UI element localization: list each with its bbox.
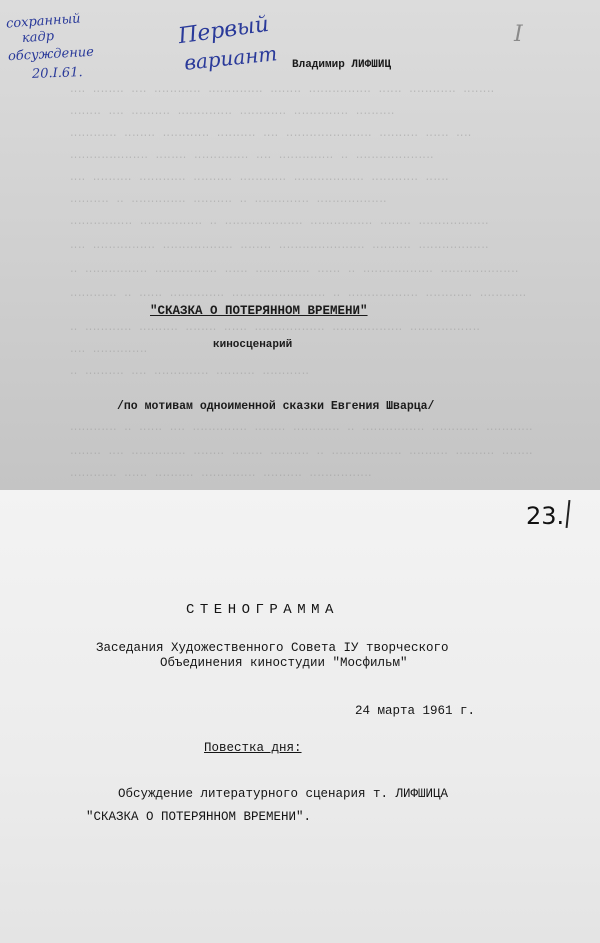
handwritten-note-line: обсуждение <box>7 44 95 65</box>
handwritten-note-date: 20.I.61. <box>31 65 83 82</box>
author-name: Владимир ЛИФШИЦ <box>292 59 392 71</box>
bleed-through-text: ‥‥‥‥‥ ‥ ‥‥‥‥‥‥‥ ‥‥‥‥‥ ‥ ‥‥‥‥‥‥‥ ‥‥‥‥‥‥‥‥‥ <box>70 194 388 206</box>
bleed-through-text: ‥‥ ‥‥‥‥ ‥‥ ‥‥‥‥‥‥ ‥‥‥‥‥‥‥ ‥‥‥‥ ‥‥‥‥‥‥‥‥ ‥‥‥ ‥‥‥‥‥‥ ‥‥‥‥ <box>70 84 495 96</box>
bleed-through-text: ‥ ‥‥‥‥‥‥‥‥ ‥‥‥‥‥‥‥‥ ‥‥‥ ‥‥‥‥‥‥‥ ‥‥‥ ‥ ‥‥‥‥‥‥‥‥‥ ‥‥‥‥‥‥‥‥‥‥ <box>70 264 519 276</box>
bleed-through-text: ‥‥‥‥‥‥ ‥ ‥‥‥ ‥‥‥‥‥‥‥ ‥‥‥‥‥‥‥‥‥‥‥‥ ‥ ‥‥‥‥‥‥‥‥‥ ‥‥‥‥‥‥ ‥‥‥‥‥‥ <box>70 288 527 300</box>
agenda-item-line: Обсуждение литературного сценария т. ЛИФШИЦА <box>118 787 449 801</box>
bleed-through-text: ‥‥ ‥‥‥‥‥ ‥‥‥‥‥‥ ‥‥‥‥‥ ‥‥‥‥‥‥ ‥‥‥‥‥‥‥‥‥ ‥‥‥‥‥‥ ‥‥‥ <box>70 172 450 184</box>
handwritten-note-line: сохранный <box>5 11 82 32</box>
bleed-through-text: ‥‥‥‥‥‥‥‥ ‥‥‥‥‥‥‥‥ ‥ ‥‥‥‥‥‥‥‥‥‥ ‥‥‥‥‥‥‥‥ ‥‥‥‥ ‥‥‥‥‥‥‥‥‥ <box>70 216 490 228</box>
bleed-through-text: ‥‥‥‥‥‥ ‥‥‥ ‥‥‥‥‥ ‥‥‥‥‥‥‥ ‥‥‥‥‥ ‥‥‥‥‥‥‥‥ <box>70 468 373 480</box>
handwritten-mark <box>566 500 571 528</box>
bleed-through-text: ‥ ‥‥‥‥‥‥ ‥‥‥‥‥ ‥‥‥‥ ‥‥‥ ‥‥‥‥‥‥‥‥‥ ‥‥‥‥‥‥‥‥‥ ‥‥‥‥‥‥‥‥‥ <box>70 322 481 334</box>
bleed-through-text: ‥‥ ‥‥‥‥‥‥‥ <box>70 344 148 356</box>
script-genre: киносценарий <box>213 339 293 351</box>
bleed-through-text: ‥‥‥‥ ‥‥ ‥‥‥‥‥‥‥ ‥‥‥‥ ‥‥‥‥ ‥‥‥‥‥ ‥ ‥‥‥‥‥‥‥‥‥ ‥‥‥‥‥ ‥‥‥‥‥ ‥‥‥‥ <box>70 446 534 458</box>
page-number: 23. <box>526 502 565 530</box>
bleed-through-text: ‥‥‥‥ ‥‥ ‥‥‥‥‥ ‥‥‥‥‥‥‥ ‥‥‥‥‥‥ ‥‥‥‥‥‥‥ ‥‥‥‥‥ <box>70 106 395 118</box>
page-mark: I <box>514 22 523 47</box>
bleed-through-text: ‥ ‥‥‥‥‥ ‥‥ ‥‥‥‥‥‥‥ ‥‥‥‥‥ ‥‥‥‥‥‥ <box>70 366 310 378</box>
bleed-through-text: ‥‥ ‥‥‥‥‥‥‥‥ ‥‥‥‥‥‥‥‥‥ ‥‥‥‥ ‥‥‥‥‥‥‥‥‥‥‥ ‥‥‥‥‥ ‥‥‥‥‥‥‥‥‥ <box>70 240 490 252</box>
agenda-item-line: "СКАЗКА О ПОТЕРЯННОМ ВРЕМЕНИ". <box>86 810 312 824</box>
bleed-through-text: ‥‥‥‥‥‥‥‥‥‥ ‥‥‥‥ ‥‥‥‥‥‥‥ ‥‥ ‥‥‥‥‥‥‥ ‥ ‥‥‥‥‥‥‥‥‥‥ <box>70 150 435 162</box>
document-heading: СТЕНОГРАММА <box>186 602 339 618</box>
agenda-label: Повестка дня: <box>204 741 302 755</box>
bleed-through-text: ‥‥‥‥‥‥ ‥‥‥‥ ‥‥‥‥‥‥ ‥‥‥‥‥ ‥‥ ‥‥‥‥‥‥‥‥‥‥‥ ‥‥‥‥‥ ‥‥‥ ‥‥ <box>70 128 472 140</box>
script-title: "СКАЗКА О ПОТЕРЯННОМ ВРЕМЕНИ" <box>150 304 368 318</box>
transcript-page <box>0 490 600 943</box>
handwritten-signature-line: Первый <box>176 11 271 50</box>
handwritten-signature-line: вариант <box>183 41 279 75</box>
meeting-date: 24 марта 1961 г. <box>355 704 476 718</box>
script-source-note: /по мотивам одноименной сказки Евгения Шварца/ <box>117 400 435 413</box>
meeting-title-line: Заседания Художественного Совета IУ творческого <box>96 641 449 655</box>
meeting-title-line: Объединения киностудии "Мосфильм" <box>160 656 408 670</box>
bleed-through-text: ‥‥‥‥‥‥ ‥ ‥‥‥ ‥‥ ‥‥‥‥‥‥‥ ‥‥‥‥ ‥‥‥‥‥‥ ‥ ‥‥‥‥‥‥‥‥ ‥‥‥‥‥‥ ‥‥‥‥‥‥ <box>70 422 534 434</box>
handwritten-note-line: кадр <box>21 28 55 47</box>
